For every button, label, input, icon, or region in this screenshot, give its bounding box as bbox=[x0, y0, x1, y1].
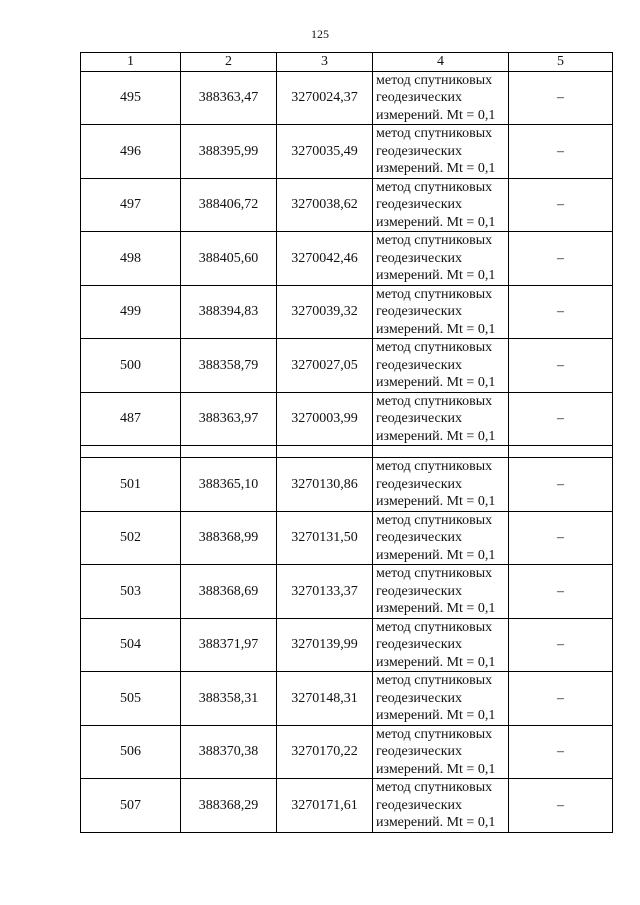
point-number-cell: 506 bbox=[81, 725, 181, 779]
x-coordinate-cell: 388405,60 bbox=[181, 232, 277, 286]
note-cell: – bbox=[509, 458, 613, 512]
x-coordinate-cell: 388371,97 bbox=[181, 618, 277, 672]
point-number-cell: 497 bbox=[81, 178, 181, 232]
x-coordinate-cell: 388363,47 bbox=[181, 71, 277, 125]
y-coordinate-cell: 3270148,31 bbox=[277, 672, 373, 726]
column-header-3: 3 bbox=[277, 53, 373, 72]
point-number-cell: 495 bbox=[81, 71, 181, 125]
table-row bbox=[81, 725, 613, 779]
method-cell: метод спутниковых геодезических измерений. Mt = 0,1 bbox=[373, 125, 509, 179]
note-cell: – bbox=[509, 725, 613, 779]
y-coordinate-cell: 3270027,05 bbox=[277, 339, 373, 393]
note-cell: – bbox=[509, 71, 613, 125]
method-cell: метод спутниковых геодезических измерений. Mt = 0,1 bbox=[373, 178, 509, 232]
y-coordinate-cell: 3270042,46 bbox=[277, 232, 373, 286]
x-coordinate-cell: 388406,72 bbox=[181, 178, 277, 232]
x-coordinate-cell: 388368,99 bbox=[181, 511, 277, 565]
note-cell: – bbox=[509, 285, 613, 339]
point-number-cell: 499 bbox=[81, 285, 181, 339]
column-header-4: 4 bbox=[373, 53, 509, 72]
table-row bbox=[81, 125, 613, 179]
y-coordinate-cell: 3270171,61 bbox=[277, 779, 373, 833]
table-row bbox=[81, 392, 613, 446]
empty-cell bbox=[373, 446, 509, 458]
point-number-cell: 507 bbox=[81, 779, 181, 833]
note-cell: – bbox=[509, 232, 613, 286]
y-coordinate-cell: 3270024,37 bbox=[277, 71, 373, 125]
x-coordinate-cell: 388365,10 bbox=[181, 458, 277, 512]
table-separator-row bbox=[81, 446, 613, 458]
y-coordinate-cell: 3270139,99 bbox=[277, 618, 373, 672]
x-coordinate-cell: 388368,69 bbox=[181, 565, 277, 619]
table-body bbox=[81, 71, 613, 832]
point-number-cell: 500 bbox=[81, 339, 181, 393]
point-number-cell: 496 bbox=[81, 125, 181, 179]
table-header-row bbox=[81, 53, 613, 72]
method-cell: метод спутниковых геодезических измерений. Mt = 0,1 bbox=[373, 71, 509, 125]
empty-cell bbox=[181, 446, 277, 458]
table-row bbox=[81, 232, 613, 286]
note-cell: – bbox=[509, 672, 613, 726]
note-cell: – bbox=[509, 779, 613, 833]
x-coordinate-cell: 388358,79 bbox=[181, 339, 277, 393]
method-cell: метод спутниковых геодезических измерений. Mt = 0,1 bbox=[373, 339, 509, 393]
table-row bbox=[81, 71, 613, 125]
empty-cell bbox=[277, 446, 373, 458]
y-coordinate-cell: 3270133,37 bbox=[277, 565, 373, 619]
y-coordinate-cell: 3270170,22 bbox=[277, 725, 373, 779]
table-row bbox=[81, 458, 613, 512]
column-header-2: 2 bbox=[181, 53, 277, 72]
point-number-cell: 505 bbox=[81, 672, 181, 726]
point-number-cell: 504 bbox=[81, 618, 181, 672]
column-header-5: 5 bbox=[509, 53, 613, 72]
x-coordinate-cell: 388395,99 bbox=[181, 125, 277, 179]
method-cell: метод спутниковых геодезических измерений. Mt = 0,1 bbox=[373, 565, 509, 619]
method-cell: метод спутниковых геодезических измерений. Mt = 0,1 bbox=[373, 618, 509, 672]
point-number-cell: 502 bbox=[81, 511, 181, 565]
column-header-1: 1 bbox=[81, 53, 181, 72]
method-cell: метод спутниковых геодезических измерений. Mt = 0,1 bbox=[373, 232, 509, 286]
x-coordinate-cell: 388370,38 bbox=[181, 725, 277, 779]
coordinates-table bbox=[80, 52, 613, 833]
x-coordinate-cell: 388358,31 bbox=[181, 672, 277, 726]
note-cell: – bbox=[509, 339, 613, 393]
table-row bbox=[81, 565, 613, 619]
y-coordinate-cell: 3270130,86 bbox=[277, 458, 373, 512]
method-cell: метод спутниковых геодезических измерений. Mt = 0,1 bbox=[373, 285, 509, 339]
method-cell: метод спутниковых геодезических измерений. Mt = 0,1 bbox=[373, 511, 509, 565]
method-cell: метод спутниковых геодезических измерений. Mt = 0,1 bbox=[373, 725, 509, 779]
y-coordinate-cell: 3270038,62 bbox=[277, 178, 373, 232]
note-cell: – bbox=[509, 178, 613, 232]
note-cell: – bbox=[509, 565, 613, 619]
note-cell: – bbox=[509, 618, 613, 672]
note-cell: – bbox=[509, 511, 613, 565]
empty-cell bbox=[81, 446, 181, 458]
y-coordinate-cell: 3270131,50 bbox=[277, 511, 373, 565]
method-cell: метод спутниковых геодезических измерений. Mt = 0,1 bbox=[373, 392, 509, 446]
y-coordinate-cell: 3270035,49 bbox=[277, 125, 373, 179]
method-cell: метод спутниковых геодезических измерений. Mt = 0,1 bbox=[373, 779, 509, 833]
point-number-cell: 501 bbox=[81, 458, 181, 512]
note-cell: – bbox=[509, 392, 613, 446]
empty-cell bbox=[509, 446, 613, 458]
method-cell: метод спутниковых геодезических измерений. Mt = 0,1 bbox=[373, 672, 509, 726]
page-number: 125 bbox=[311, 27, 329, 41]
x-coordinate-cell: 388394,83 bbox=[181, 285, 277, 339]
point-number-cell: 498 bbox=[81, 232, 181, 286]
table-row bbox=[81, 178, 613, 232]
table-row bbox=[81, 339, 613, 393]
point-number-cell: 503 bbox=[81, 565, 181, 619]
table-row bbox=[81, 779, 613, 833]
x-coordinate-cell: 388368,29 bbox=[181, 779, 277, 833]
table-row bbox=[81, 618, 613, 672]
table-row bbox=[81, 511, 613, 565]
table-row bbox=[81, 672, 613, 726]
method-cell: метод спутниковых геодезических измерений. Mt = 0,1 bbox=[373, 458, 509, 512]
table-row bbox=[81, 285, 613, 339]
note-cell: – bbox=[509, 125, 613, 179]
x-coordinate-cell: 388363,97 bbox=[181, 392, 277, 446]
y-coordinate-cell: 3270039,32 bbox=[277, 285, 373, 339]
point-number-cell: 487 bbox=[81, 392, 181, 446]
y-coordinate-cell: 3270003,99 bbox=[277, 392, 373, 446]
